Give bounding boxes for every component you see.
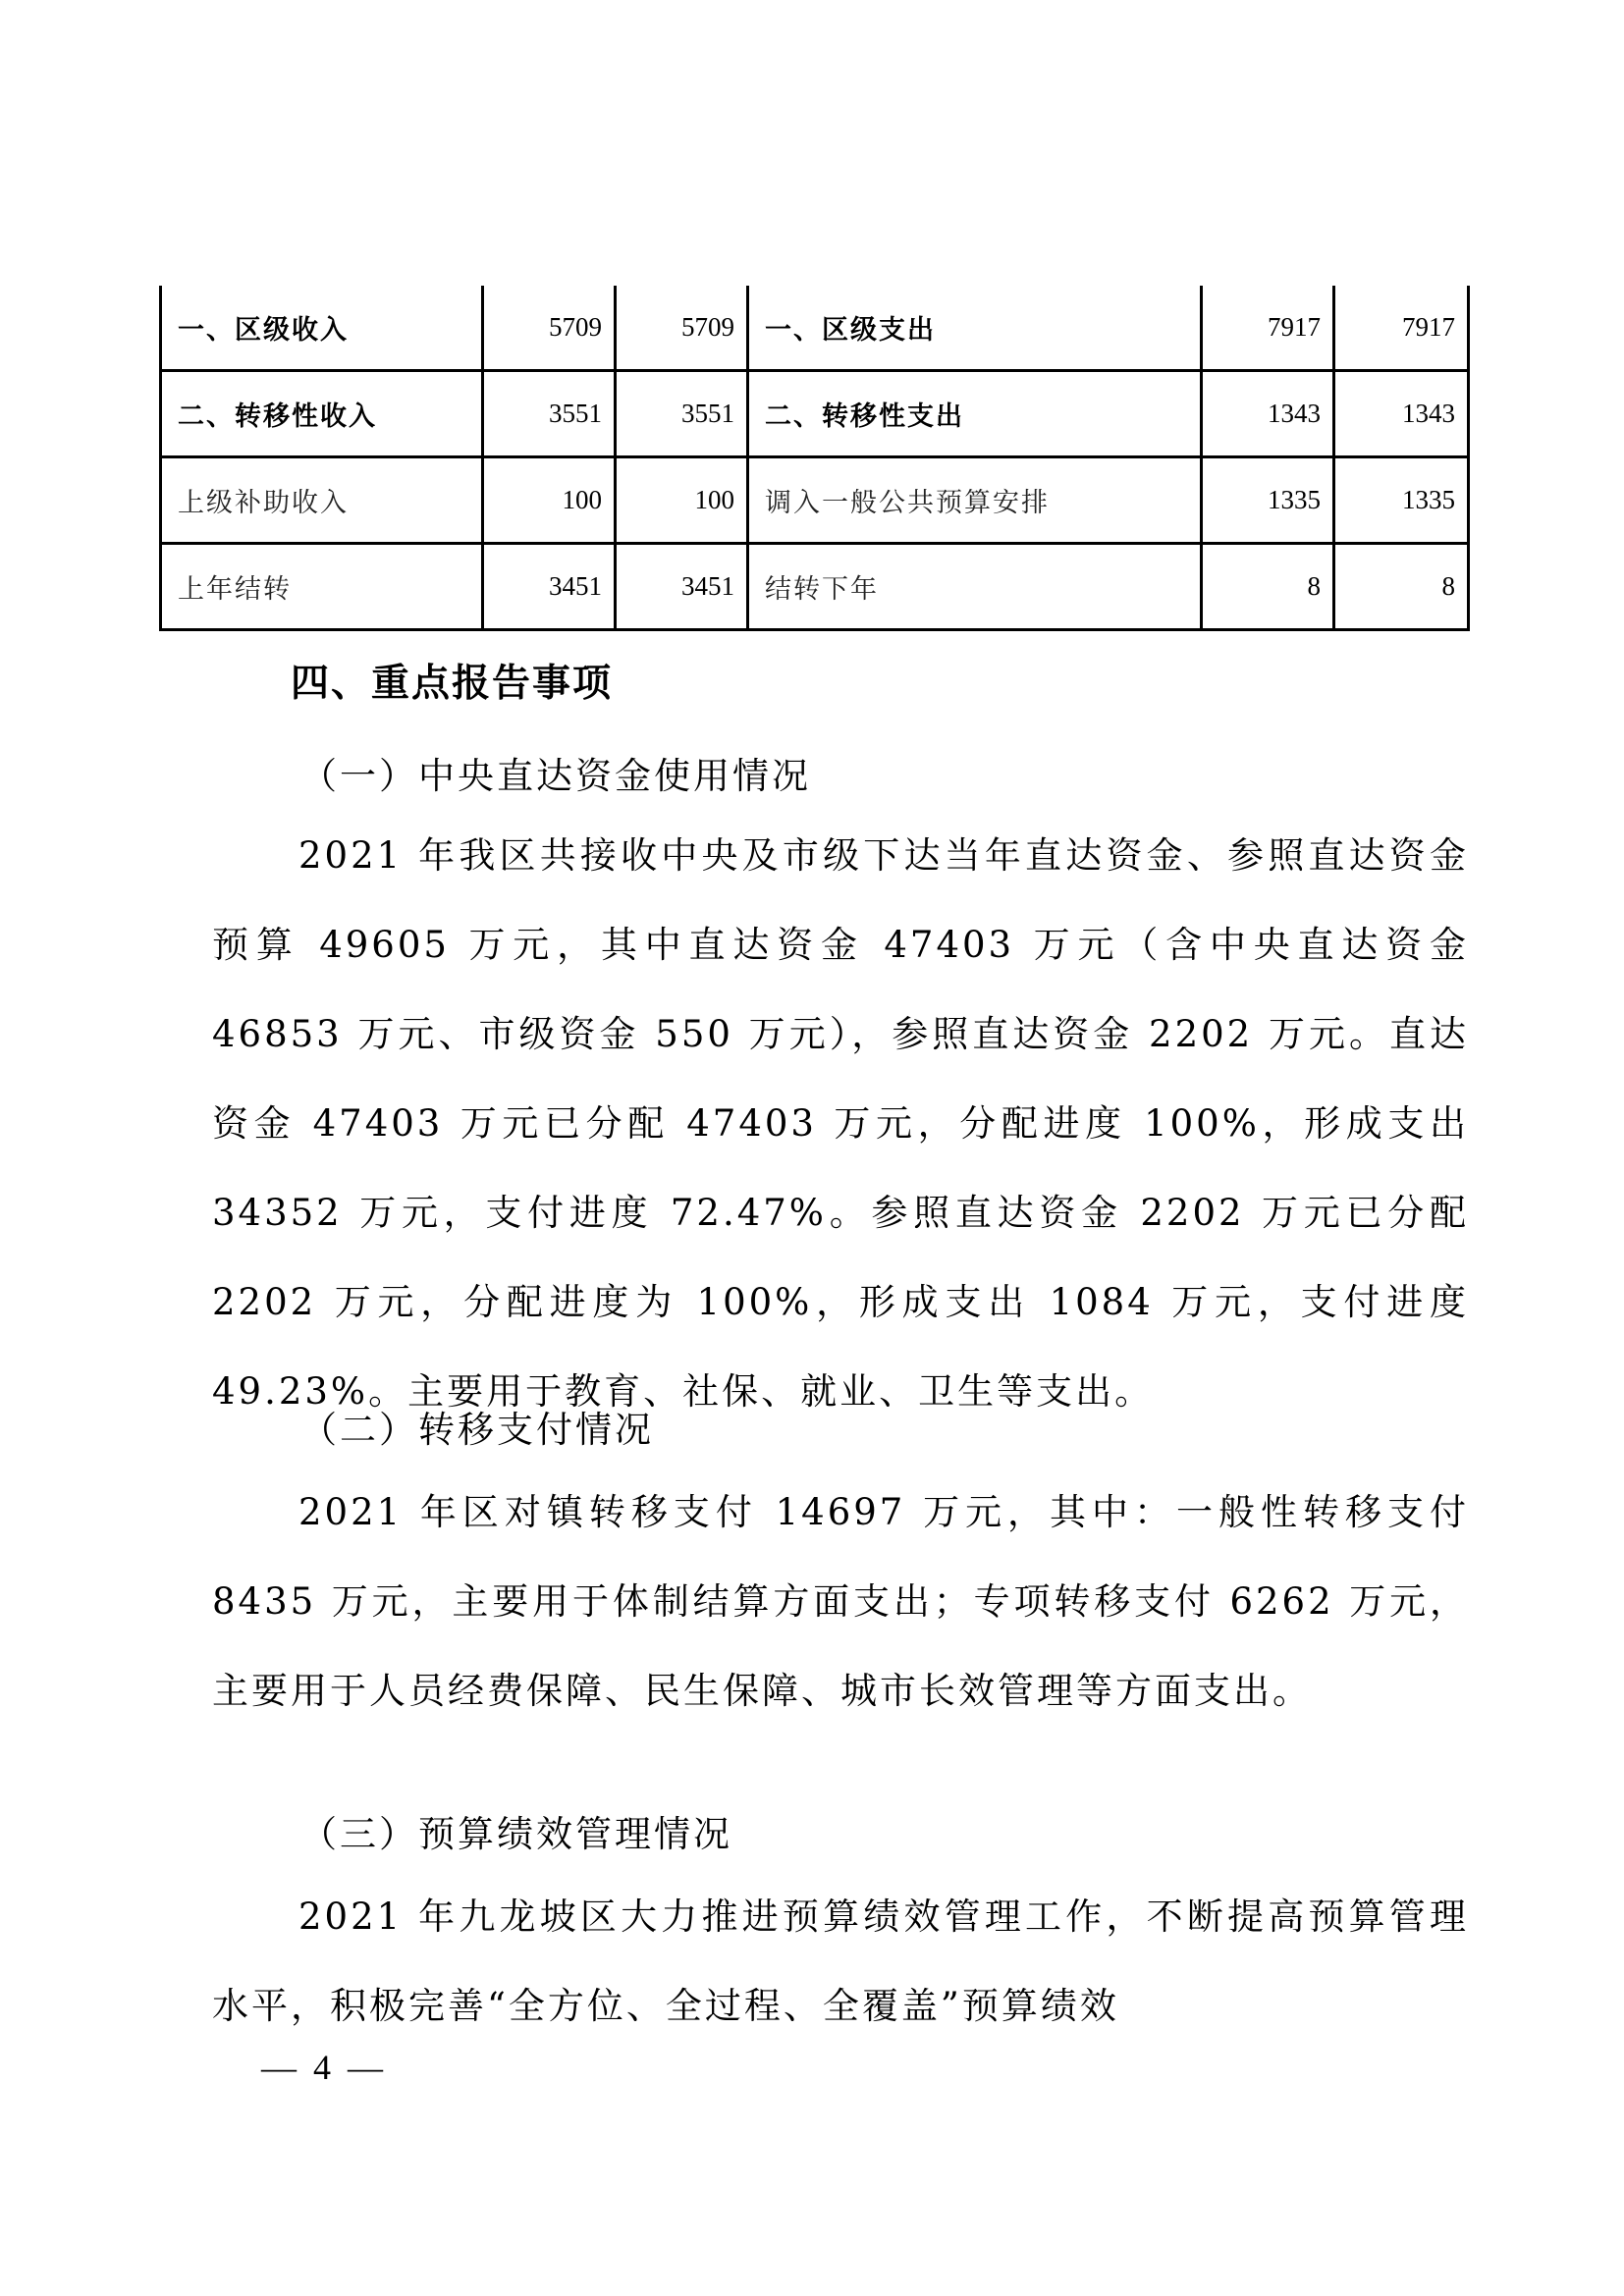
budget-table (159, 286, 1470, 631)
income-actual: 3451 (616, 544, 748, 630)
subsection-paragraph-3: 2021 年九龙坡区大力推进预算绩效管理工作，不断提高预算管理水平，积极完善“全方位、全过程、全覆盖”预算绩效 (212, 1896, 1469, 2027)
subsection-paragraph-2: 2021 年区对镇转移支付 14697 万元，其中：一般性转移支付 8435 万元，主要用于体制结算方面支出；专项转移支付 6262 万元，主要用于人员经费保障、民生保障、城市长效管理等方面支出。 (212, 1491, 1469, 1712)
income-budget: 100 (483, 457, 616, 544)
income-item: 二、转移性收入 (161, 371, 483, 457)
subsection-paragraph-1: 2021 年我区共接收中央及市级下达当年直达资金、参照直达资金预算 49605 万元，其中直达资金 47403 万元（含中央直达资金 46853 万元、市级资金 550 万元），参照直达资金 2202 万元。直达资金 47403 万元已分配 47403 万元，分配进度 100%，形成支出 34352 万元，支付进度 72.47%。参照直达资金 2202 万元已分配 2202 万元，分配进度为 100%，形成支出 1084 万元，支付进度 49.23%。主要用于教育、社保、就业、卫生等支出。 (212, 834, 1469, 1413)
expense-budget: 7917 (1202, 286, 1334, 371)
expense-budget: 1343 (1202, 371, 1334, 457)
income-budget: 3551 (483, 371, 616, 457)
expense-budget: 8 (1202, 544, 1334, 630)
subsection-title-2: （二）转移支付情况 (300, 1409, 654, 1451)
table-row (161, 286, 1469, 371)
expense-actual: 7917 (1334, 286, 1469, 371)
income-actual: 3551 (616, 371, 748, 457)
expense-budget: 1335 (1202, 457, 1334, 544)
income-budget: 3451 (483, 544, 616, 630)
income-budget: 5709 (483, 286, 616, 371)
table-row (161, 544, 1469, 630)
subsection-title-1: （一）中央直达资金使用情况 (300, 755, 811, 797)
income-actual: 5709 (616, 286, 748, 371)
page-number: — 4 — (261, 2048, 387, 2087)
income-item: 上年结转 (161, 544, 483, 630)
expense-actual: 8 (1334, 544, 1469, 630)
subsection-title-3: （三）预算绩效管理情况 (300, 1813, 732, 1855)
income-actual: 100 (616, 457, 748, 544)
expense-item: 一、区级支出 (748, 286, 1202, 371)
income-item: 一、区级收入 (161, 286, 483, 371)
expense-actual: 1335 (1334, 457, 1469, 544)
table-row (161, 457, 1469, 544)
income-item: 上级补助收入 (161, 457, 483, 544)
section-heading: 四、重点报告事项 (291, 662, 614, 706)
expense-item: 调入一般公共预算安排 (748, 457, 1202, 544)
expense-actual: 1343 (1334, 371, 1469, 457)
expense-item: 结转下年 (748, 544, 1202, 630)
table-row (161, 371, 1469, 457)
expense-item: 二、转移性支出 (748, 371, 1202, 457)
